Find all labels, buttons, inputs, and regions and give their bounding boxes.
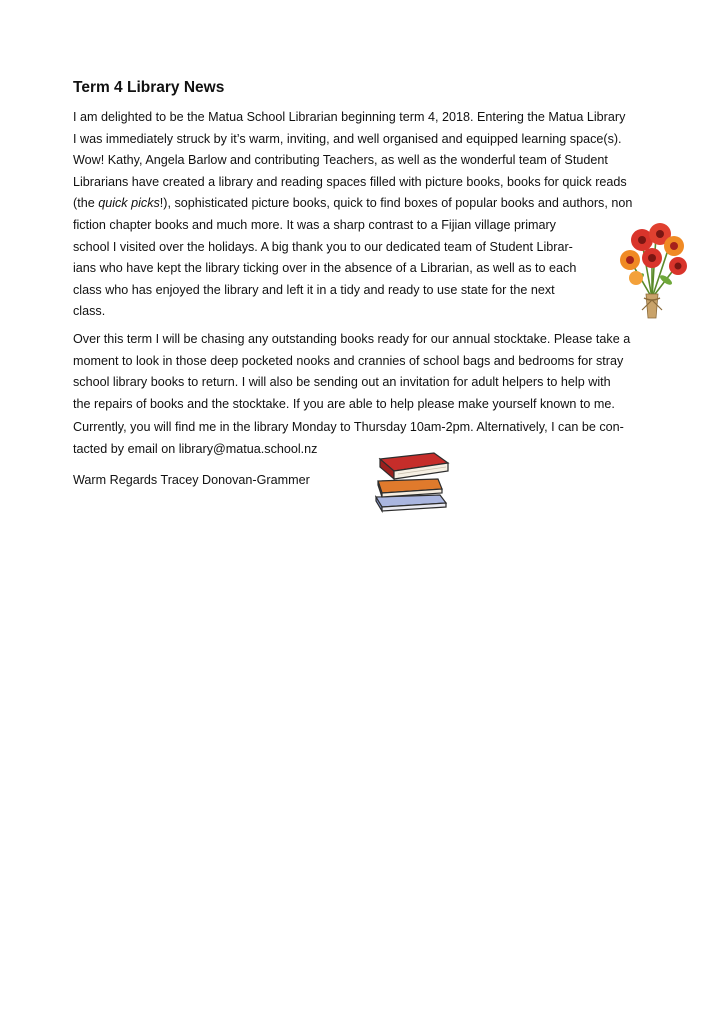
paragraph-contact bbox=[73, 417, 624, 460]
article-title: Term 4 Library News bbox=[73, 79, 225, 96]
text-fragment: (the bbox=[73, 196, 99, 211]
text-line: ians who have kept the library ticking over in the absence of a Librarian, as well as to each bbox=[73, 261, 577, 276]
text-line: class who has enjoyed the library and left it in a tidy and ready to use state for the next bbox=[73, 282, 555, 297]
paragraph-stocktake bbox=[73, 329, 630, 415]
signoff: Warm Regards Tracey Donovan-Grammer bbox=[73, 473, 310, 487]
quick-picks-emphasis: quick picks bbox=[98, 196, 160, 211]
text-line: fiction chapter books and much more. It was a sharp contrast to a Fijian village primary bbox=[73, 217, 556, 232]
text-line: Librarians have created a library and reading spaces filled with picture books, books for quick reads bbox=[73, 174, 627, 189]
text-line: Over this term I will be chasing any outstanding books ready for our annual stocktake. Please take a bbox=[73, 332, 631, 346]
text-line: school library books to return. I will also be sending out an invitation for adult helpers to help with bbox=[73, 375, 611, 390]
text-line: I was immediately struck by it’s warm, inviting, and well organised and equipped learning space(s). bbox=[73, 131, 622, 146]
text-line: class. bbox=[73, 304, 106, 319]
paragraph-intro bbox=[73, 107, 632, 323]
text-line: school I visited over the holidays. A big thank you to our dedicated team of Student Librar- bbox=[73, 239, 573, 254]
flower-bouquet-icon bbox=[612, 220, 692, 320]
text-line: I am delighted to be the Matua School Librarian beginning term 4, 2018. Entering the Matua Library bbox=[73, 110, 626, 124]
book-stack-icon bbox=[370, 445, 452, 515]
text-line: Wow! Kathy, Angela Barlow and contributing Teachers, as well as the wonderful team of Student bbox=[73, 153, 608, 168]
text-line bbox=[73, 193, 632, 215]
text-line: the repairs of books and the stocktake. If you are able to help please make yourself known to me. bbox=[73, 396, 615, 411]
text-line: moment to look in those deep pocketed nooks and crannies of school bags and bedrooms for stray bbox=[73, 353, 624, 368]
text-fragment: !), sophisticated picture books, quick to find boxes of popular books and authors, non bbox=[159, 196, 633, 211]
text-line: Currently, you will find me in the library Monday to Thursday 10am-2pm. Alternatively, I can be con- bbox=[73, 420, 624, 434]
text-line: tacted by email on library@matua.school.nz bbox=[73, 441, 318, 456]
